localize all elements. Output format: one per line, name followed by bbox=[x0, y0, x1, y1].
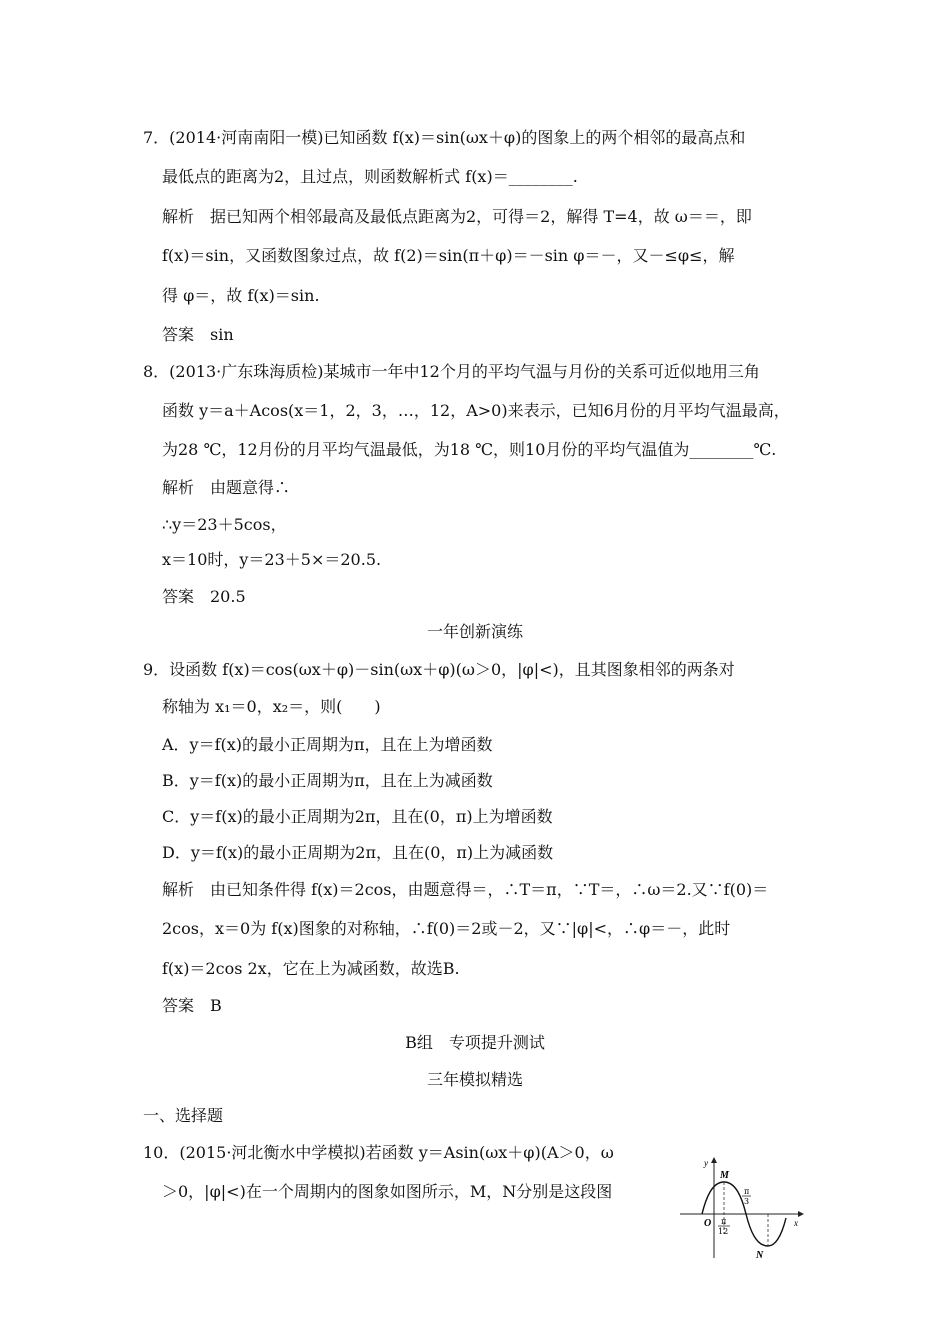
q7-solution-2: f(x)＝sin，又函数图象过点，故 f(2)＝sin(π＋φ)＝－sin φ＝－，又－≤φ≤，解 bbox=[162, 246, 735, 265]
q9-solution-2: 2cos，x＝0为 f(x)图象的对称轴，∴f(0)＝2或－2，又∵|φ|<，∴φ＝－，此时 bbox=[162, 919, 731, 938]
q8-solution-2: ∴y＝23＋5cos， bbox=[162, 515, 287, 534]
section-heading-group-b: B组 专项提升测试 bbox=[405, 1033, 545, 1052]
q8-line-1: 8．(2013·广东珠海质检)某城市一年中12个月的平均气温与月份的关系可近似地用三角 bbox=[143, 362, 760, 381]
q7-line-1: 7．(2014·河南南阳一模)已知函数 f(x)＝sin(ωx＋φ)的图象上的两个相邻的最高点和 bbox=[143, 128, 746, 147]
q9-solution-1: 解析 由已知条件得 f(x)＝2cos，由题意得＝，∴T＝π，∵T＝，∴ω＝2.又∵f(0)＝ bbox=[162, 880, 769, 899]
sine-graph-figure bbox=[676, 1154, 806, 1262]
pi-twelfth-numerator: π bbox=[721, 1217, 727, 1226]
q8-line-3: 为28 ℃，12月份的月平均气温最低，为18 ℃，则10月份的平均气温值为________℃. bbox=[162, 440, 777, 459]
q8-answer: 答案 20.5 bbox=[162, 587, 246, 606]
pi-third-denominator: 3 bbox=[744, 1197, 750, 1206]
section-heading-innovation: 一年创新演练 bbox=[426, 622, 523, 641]
q9-option-b: B．y＝f(x)的最小正周期为π，且在上为减函数 bbox=[162, 771, 493, 790]
point-n-label: N bbox=[756, 1250, 764, 1261]
q9-option-a: A．y＝f(x)的最小正周期为π，且在上为增函数 bbox=[162, 735, 493, 754]
q9-option-d: D．y＝f(x)的最小正周期为2π，且在(0，π)上为减函数 bbox=[162, 843, 554, 862]
q9-line-1: 9．设函数 f(x)＝cos(ωx＋φ)－sin(ωx＋φ)(ω＞0，|φ|<)，且其图象相邻的两条对 bbox=[143, 660, 735, 679]
y-axis-arrow bbox=[711, 1157, 717, 1163]
q7-answer: 答案 sin bbox=[162, 325, 234, 344]
q10-line-1: 10．(2015·河北衡水中学模拟)若函数 y＝Asin(ωx＋φ)(A＞0，ω bbox=[143, 1143, 614, 1162]
point-m-label: M bbox=[720, 1170, 729, 1181]
section-choice-questions: 一、选择题 bbox=[143, 1106, 224, 1125]
section-heading-three-year: 三年模拟精选 bbox=[426, 1070, 523, 1089]
pi-third-numerator: π bbox=[744, 1187, 750, 1196]
q9-line-2: 称轴为 x₁＝0，x₂＝，则( ) bbox=[162, 697, 381, 716]
q8-line-2: 函数 y＝a＋Acos(x＝1，2，3，…，12，A>0)来表示，已知6月份的月平均气温最高， bbox=[162, 401, 790, 420]
q7-solution-1: 解析 据已知两个相邻最高及最低点距离为2，可得＝2，解得 T=4，故 ω＝＝，即 bbox=[162, 207, 752, 226]
q9-answer: 答案 B bbox=[162, 996, 222, 1015]
q9-option-c: C．y＝f(x)的最小正周期为2π，且在(0，π)上为增函数 bbox=[162, 807, 553, 826]
y-axis-label: y bbox=[704, 1158, 708, 1168]
x-axis-arrow bbox=[798, 1211, 804, 1217]
pi-twelfth-denominator: 12 bbox=[718, 1227, 729, 1236]
q7-line-2: 最低点的距离为2，且过点，则函数解析式 f(x)＝________. bbox=[162, 167, 578, 186]
origin-label: O bbox=[704, 1218, 712, 1229]
q9-solution-3: f(x)＝2cos 2x，它在上为减函数，故选B. bbox=[162, 959, 460, 978]
q7-solution-3: 得 φ＝，故 f(x)＝sin. bbox=[162, 286, 320, 305]
q8-solution-1: 解析 由题意得∴ bbox=[162, 478, 291, 497]
q8-solution-3: x＝10时，y＝23＋5×＝20.5. bbox=[162, 550, 382, 569]
x-axis-label: x bbox=[794, 1218, 798, 1228]
q10-line-2: ＞0，|φ|<)在一个周期内的图象如图所示，M，N分别是这段图 bbox=[162, 1182, 613, 1201]
